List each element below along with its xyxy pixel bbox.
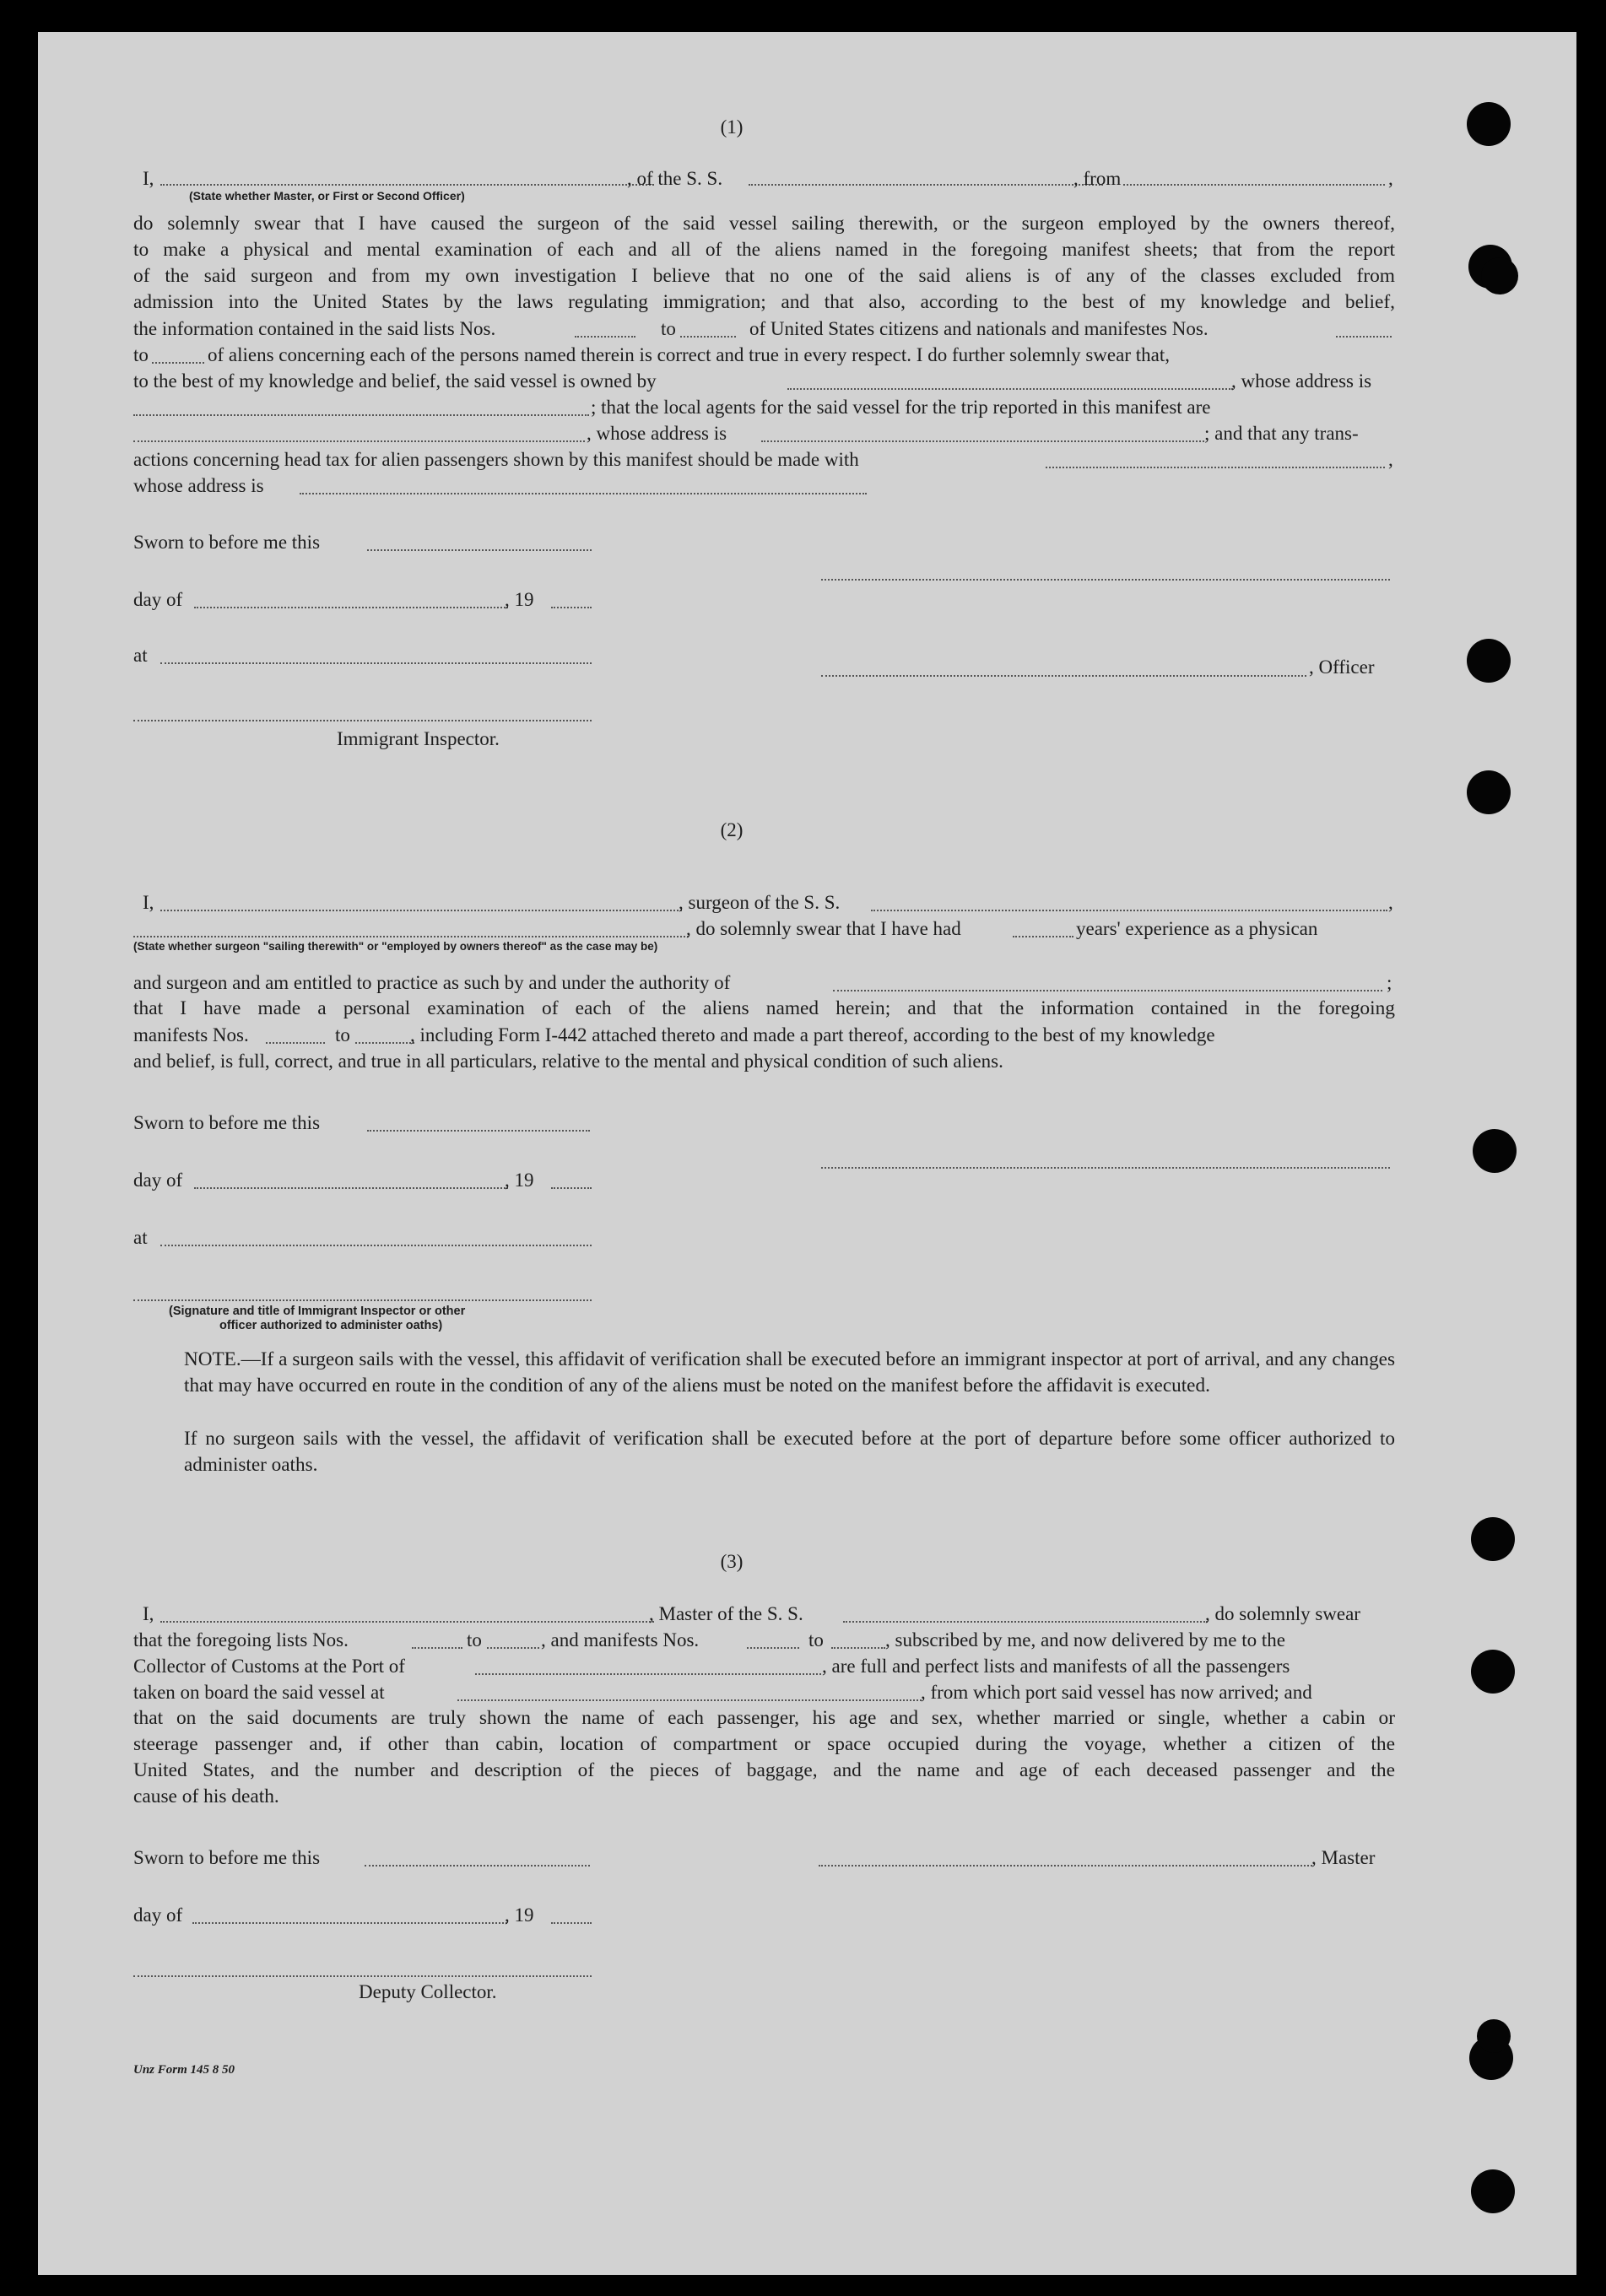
s1-agents-field[interactable] bbox=[133, 440, 585, 442]
s2-day-of-label: day of bbox=[133, 1170, 183, 1191]
s1-at-field[interactable] bbox=[160, 662, 592, 664]
s1-inspector-signature-line[interactable] bbox=[133, 720, 592, 721]
s3-lists-to-field[interactable] bbox=[487, 1647, 539, 1649]
s2-to-label: to bbox=[335, 1024, 350, 1045]
s1-body-line: of the said surgeon and from my own investigation I believe that no one of the said aliens is of any of the classes excluded from bbox=[133, 265, 1395, 287]
s3-master-of-label: , Master of the S. S. bbox=[649, 1603, 803, 1624]
section-3-heading: (3) bbox=[720, 1551, 744, 1572]
s1-lists-label: the information contained in the said lists Nos. bbox=[133, 318, 496, 339]
s1-owner-address-field[interactable] bbox=[133, 414, 589, 416]
s1-comma-2: , bbox=[1388, 449, 1393, 470]
s2-signature-note-2: officer authorized to administer oaths) bbox=[219, 1319, 443, 1332]
s3-sworn-label: Sworn to before me this bbox=[133, 1847, 321, 1868]
s3-deputy-label: Deputy Collector. bbox=[359, 1981, 497, 2002]
s1-lists-to-field[interactable] bbox=[680, 336, 736, 338]
s1-manifests-to-field[interactable] bbox=[152, 362, 204, 364]
s3-master-name-field[interactable] bbox=[160, 1621, 654, 1623]
punch-hole bbox=[1467, 639, 1511, 683]
s1-address-label: , whose address is bbox=[1231, 370, 1372, 392]
s1-day-of-label: day of bbox=[133, 589, 183, 610]
s3-arrived-text: , from which port said vessel has now arrived; and bbox=[921, 1682, 1312, 1703]
s2-at-field[interactable] bbox=[160, 1245, 592, 1246]
s3-manifests-from-field[interactable] bbox=[747, 1647, 799, 1649]
s1-headtax-label: actions concerning head tax for alien passengers shown by this manifest should be made with bbox=[133, 449, 859, 470]
s1-agents-address-field[interactable] bbox=[761, 440, 1204, 442]
s1-lists-from-field[interactable] bbox=[575, 336, 635, 338]
s2-note-paragraph: NOTE.—If a surgeon sails with the vessel, this affidavit of verification shall be executed before an immigrant inspector at port of arrival, and any changes that may have occurred en route in the condition of any of the aliens must be noted on the manifest before the affidavit is executed. bbox=[184, 1348, 1395, 1397]
punch-hole bbox=[1481, 257, 1518, 294]
s1-sworn-label: Sworn to before me this bbox=[133, 532, 321, 553]
s2-surgeon-of-label: , surgeon of the S. S. bbox=[679, 892, 841, 913]
s3-full-lists-text: , are full and perfect lists and manifests of all the passengers bbox=[822, 1656, 1290, 1677]
s1-of-ss-label: , of the S. S. bbox=[627, 168, 723, 189]
s3-body-line: steerage passenger and, if other than cabin, location of compartment or space occupied during the voyage, whether a citizen of the bbox=[133, 1733, 1395, 1755]
s1-inspector-label: Immigrant Inspector. bbox=[337, 728, 500, 749]
s2-note-paragraph-2: If no surgeon sails with the vessel, the affidavit of verification shall be executed before at the port of departure before some officer authorized to administer oaths. bbox=[184, 1428, 1395, 1477]
s1-officer-name-field[interactable] bbox=[160, 184, 654, 186]
section-1-heading: (1) bbox=[720, 116, 744, 138]
s2-manifests-from-field[interactable] bbox=[266, 1042, 325, 1044]
s3-manifests-to-field[interactable] bbox=[831, 1647, 885, 1649]
s2-day-field[interactable] bbox=[194, 1187, 508, 1189]
s1-manifests-from-field[interactable] bbox=[1336, 336, 1392, 338]
s3-swear-label: , do solemnly swear bbox=[1205, 1603, 1360, 1624]
s1-agents-label: ; that the local agents for the said vessel for the trip reported in this manifest are bbox=[591, 397, 1211, 418]
s2-surgeon-note: (State whether surgeon "sailing therewith" or "employed by owners thereof" as the case may be) bbox=[133, 940, 658, 953]
s1-from-field[interactable] bbox=[1123, 184, 1385, 186]
s2-years-field[interactable] bbox=[1013, 936, 1073, 937]
s1-from-label: , from bbox=[1073, 168, 1122, 189]
punch-hole bbox=[1473, 1129, 1517, 1173]
s1-owned-by-label: to the best of my knowledge and belief, the said vessel is owned by bbox=[133, 370, 657, 392]
s1-whose-address-label: whose address is bbox=[133, 475, 264, 496]
s3-lists-label: that the foregoing lists Nos. bbox=[133, 1629, 349, 1650]
s1-agents-address-label: , whose address is bbox=[587, 423, 727, 444]
s2-at-label: at bbox=[133, 1227, 148, 1248]
punch-hole bbox=[1471, 1650, 1515, 1694]
s2-sworn-date-field[interactable] bbox=[367, 1130, 590, 1132]
s3-port-field[interactable] bbox=[475, 1673, 821, 1675]
s1-comma: , bbox=[1388, 168, 1393, 189]
s3-deputy-signature-line[interactable] bbox=[133, 1975, 592, 1977]
s2-vessel-field[interactable] bbox=[871, 910, 1387, 911]
form-number: Unz Form 145 8 50 bbox=[133, 2063, 235, 2077]
s2-year-label: , 19 bbox=[505, 1170, 534, 1191]
s2-signature-note-1: (Signature and title of Immigrant Inspector or other bbox=[169, 1305, 466, 1318]
s1-officer-label: , Officer bbox=[1309, 656, 1375, 678]
s3-lists-from-field[interactable] bbox=[412, 1647, 462, 1649]
s1-aliens-text: of aliens concerning each of the persons named therein is correct and true in every respect. I do further solemnly swear that, bbox=[208, 344, 1170, 365]
s3-body-line: cause of his death. bbox=[133, 1785, 279, 1807]
punch-hole bbox=[1467, 102, 1511, 146]
s1-day-field[interactable] bbox=[194, 607, 508, 608]
s3-i-label: I, bbox=[143, 1603, 154, 1624]
s2-sworn-label: Sworn to before me this bbox=[133, 1112, 321, 1133]
s1-body-line: admission into the United States by the laws regulating immigration; and that also, according to the best of my knowledge and belief, bbox=[133, 291, 1395, 313]
s3-subscribed-text: , subscribed by me, and now delivered by me to the bbox=[885, 1629, 1285, 1650]
s1-to-label-2: to bbox=[133, 344, 149, 365]
s3-day-of-label: day of bbox=[133, 1904, 183, 1926]
s2-surgeon-name-field[interactable] bbox=[160, 910, 682, 911]
s1-body-line: to make a physical and mental examination of each and all of the aliens named in the foregoing manifest sheets; that from the report bbox=[133, 239, 1395, 261]
s1-officer-signature-line[interactable] bbox=[821, 579, 1390, 581]
s2-belief-line: and belief, is full, correct, and true in all particulars, relative to the mental and physical condition of such aliens. bbox=[133, 1051, 1003, 1072]
s1-i-label: I, bbox=[143, 168, 154, 189]
s3-taken-label: taken on board the said vessel at bbox=[133, 1682, 385, 1703]
s3-year-field[interactable] bbox=[551, 1922, 592, 1924]
punch-hole bbox=[1471, 1517, 1515, 1561]
s2-including-text: , including Form I-442 attached thereto and made a part thereof, according to the best of my knowledge bbox=[410, 1024, 1215, 1045]
s3-sworn-date-field[interactable] bbox=[365, 1865, 590, 1867]
s3-collector-label: Collector of Customs at the Port of bbox=[133, 1656, 405, 1677]
s2-i-label: I, bbox=[143, 892, 154, 913]
s1-officer-field[interactable] bbox=[821, 675, 1306, 677]
s2-inspector-signature-line[interactable] bbox=[133, 1299, 592, 1301]
s1-trans-label: ; and that any trans- bbox=[1204, 423, 1359, 444]
s2-year-field[interactable] bbox=[551, 1187, 592, 1189]
s3-master-label: , Master bbox=[1311, 1847, 1376, 1868]
s2-authority-field[interactable] bbox=[833, 990, 1382, 991]
s3-to-label: to bbox=[467, 1629, 482, 1650]
s3-master-signature-line[interactable] bbox=[819, 1865, 1312, 1867]
s1-headtax-field[interactable] bbox=[1046, 467, 1385, 468]
s2-status-field[interactable] bbox=[133, 936, 689, 937]
s3-vessel-field[interactable] bbox=[843, 1621, 1208, 1623]
s2-manifests-label: manifests Nos. bbox=[133, 1024, 249, 1045]
s1-headtax-address-field[interactable] bbox=[300, 493, 867, 494]
punch-hole bbox=[1471, 2169, 1515, 2213]
s1-year-label: , 19 bbox=[505, 589, 534, 610]
s3-to-label-2: to bbox=[808, 1629, 824, 1650]
s1-vessel-name-field[interactable] bbox=[749, 184, 1103, 186]
s2-authority-label: and surgeon and am entitled to practice as such by and under the authority of bbox=[133, 972, 731, 993]
s2-semicolon: ; bbox=[1387, 972, 1392, 993]
s2-comma: , bbox=[1388, 892, 1393, 913]
s2-surgeon-signature-line[interactable] bbox=[821, 1167, 1390, 1169]
s3-day-field[interactable] bbox=[192, 1922, 507, 1924]
s2-experience-label: years' experience as a physican bbox=[1076, 918, 1318, 939]
s1-year-field[interactable] bbox=[551, 607, 592, 608]
s3-year-label: , 19 bbox=[505, 1904, 534, 1926]
punch-hole bbox=[1477, 2019, 1511, 2053]
s2-exam-line: that I have made a personal examination of each of the aliens named herein; and that the information contained in the foregoing bbox=[133, 997, 1395, 1019]
s3-body-line: that on the said documents are truly shown the name of each passenger, his age and sex, whether married or single, whether a cabin or bbox=[133, 1707, 1395, 1729]
s2-manifests-to-field[interactable] bbox=[355, 1042, 414, 1044]
s1-at-label: at bbox=[133, 645, 148, 666]
punch-hole bbox=[1467, 770, 1511, 814]
s2-swear-label: , do solemnly swear that I have had bbox=[686, 918, 961, 939]
s1-owner-field[interactable] bbox=[787, 388, 1233, 390]
s1-to-label: to bbox=[661, 318, 676, 339]
s3-taken-at-field[interactable] bbox=[457, 1699, 922, 1701]
s3-manifests-label: , and manifests Nos. bbox=[541, 1629, 700, 1650]
s1-officer-note: (State whether Master, or First or Second Officer) bbox=[189, 189, 465, 203]
s1-citizens-label: of United States citizens and nationals and manifestes Nos. bbox=[749, 318, 1209, 339]
section-2-heading: (2) bbox=[720, 819, 744, 840]
form-page bbox=[38, 32, 1576, 2275]
s1-body-line: do solemnly swear that I have caused the surgeon of the said vessel sailing therewith, or the surgeon employed by the owners thereof, bbox=[133, 213, 1395, 235]
s3-body-line: United States, and the number and description of the pieces of baggage, and the name and age of each deceased passenger and the bbox=[133, 1759, 1395, 1781]
s1-sworn-date-field[interactable] bbox=[367, 549, 592, 551]
